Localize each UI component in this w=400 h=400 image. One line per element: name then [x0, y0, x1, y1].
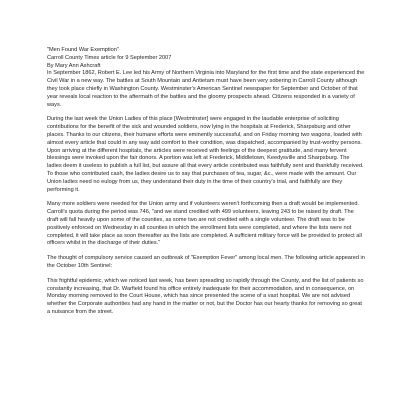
paragraph-draft: Many more soldiers were needed for the Union army and if volunteers weren't forthcoming then a draft would be implemented. Carroll's quota during the period was 746, "and we stand credited with 499 volunteers, leaving 243 to be raised by draft. The draft will fall heavily upon some of the counties, as some two are not credited with a single volunteer. The draft was to be positively enforced on Wednesday in all counties in which the enrollment lists were completed, and where the lists were not completed, it will take place as soon thereafter as the lists are completed. A sufficient military force will be provided to protect all officers whilst in the discharge of their duties."	[47, 201, 362, 247]
article-body	[47, 47, 365, 317]
paragraph-spacer	[47, 248, 365, 255]
article-byline: By Mary Ann Ashcraft	[47, 62, 101, 69]
paragraph-epidemic: This frightful epidemic, which we noticed last week, has been spreading so rapidly through the County, and the list of patients so constantly increasing, that Dr. Warfield found his office entirely inadequate for their accommodation, and in consequence, on Monday morning removed to the Court House, which has since presented the scene of a vast hospital. We are not advised whether the Corporate authorities had any hand in the matter or not, but the Doctor has our hearty thanks for removing so great a nuisance from the street.	[47, 277, 364, 315]
paragraph-intro: In September 1862, Robert E. Lee led his Army of Northern Virginia into Maryland for the first time and the state experienced the Civil War in a new way. The battles at South Mountain and Antietam must have been very sobering in Carroll County although they took place chiefly in Washington County. Westminster's American Sentinel newspaper for September and October of that year reveals local reaction to the aftermath of the battles and the gloomy prospects ahead. Citizens responded in a variety of ways.	[47, 70, 365, 108]
article-subtitle: Carroll County Times article for 9 September 2007	[47, 54, 172, 61]
paragraph-spacer	[47, 194, 365, 201]
paragraph-spacer	[47, 271, 365, 278]
paragraph-spacer	[47, 109, 365, 116]
paragraph-union-ladies: During the last week the Union Ladies of this place [Westminster] were engaged in the laudable enterprise of soliciting contributions for the benefit of the sick and wounded soldiers, now lying in the hospitals at Frederick, Sharpsburg and other places. Thanks to our citizens, their humane efforts were eminently successful, and on Friday morning two wagons, loaded with almost every article that could in any way add comfort to their condition, was dispatched, accompanied by trust-worthy persons. Upon arriving at the different hospitals, the articles were received with feelings of the deepest gratitude, and many fervent blessings were invoked upon the fair donors. A portion was left at Frederick, Middletown, Keedysville and Sharpsburg. The ladies deem it useless to publish a full list, but assure all that every article contributed was faithfully sent and thankfully received. To those who contributed cash, the ladies desire us to say that purchases of tea, sugar, &c., were made with the amount. Our Union ladies need no eulogy from us, they understand their duty in the time of their country's trial, and faithfully are they performing it.	[47, 116, 364, 193]
article-title: "Men Found War Exemption"	[47, 47, 119, 53]
paragraph-exemption-fever: The thought of compulsory service caused an outbreak of "Exemption Fever" among local men. The following article appeared in the October 10th Sentinel:	[47, 255, 365, 269]
